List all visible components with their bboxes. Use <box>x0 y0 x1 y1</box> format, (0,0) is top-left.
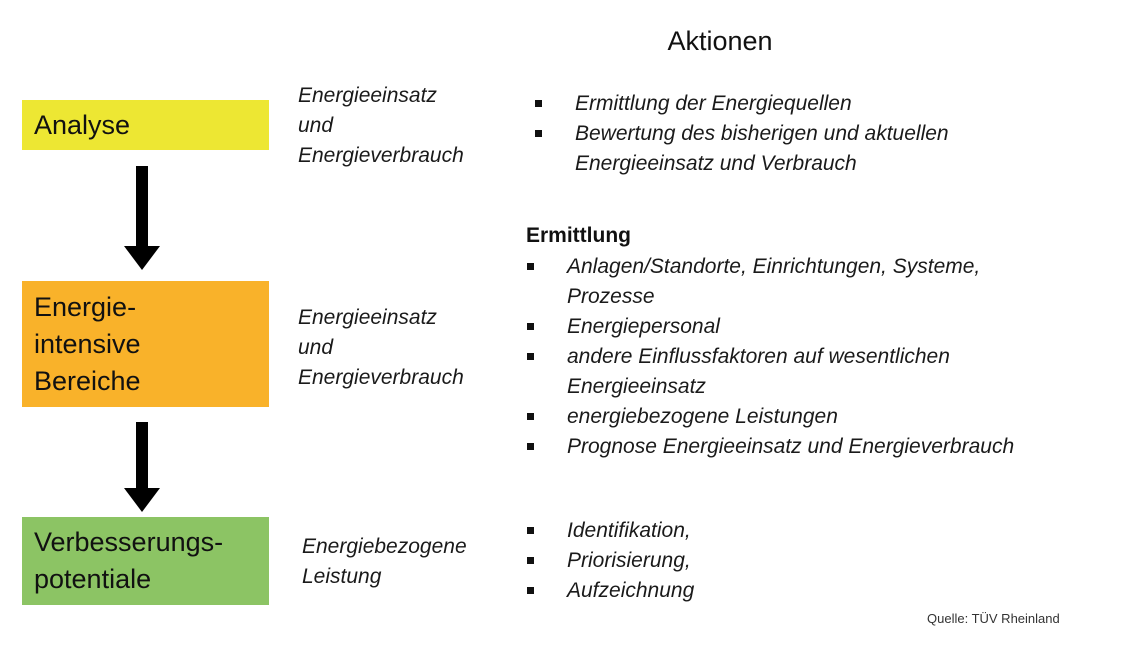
actions-list-verbesserung <box>567 516 694 606</box>
list-item <box>567 252 1014 312</box>
list-item-text: Anlagen/Standorte, Einrichtungen, Systeme, <box>567 255 981 278</box>
list-item <box>567 342 1014 402</box>
subject-label-energie <box>298 303 464 393</box>
list-item <box>567 312 1014 342</box>
list-item-text: Priorisierung, <box>567 549 691 572</box>
square-bullet-icon <box>527 527 534 534</box>
list-item-text: Ermittlung der Energiequellen <box>575 92 852 115</box>
square-bullet-icon <box>527 443 534 450</box>
list-item-text: Energiepersonal <box>567 315 720 338</box>
subject-line: Energieverbrauch <box>298 144 464 167</box>
subject-label-analyse <box>298 81 464 171</box>
list-item-text: Bewertung des bisherigen und aktuellen <box>575 122 949 145</box>
square-bullet-icon <box>527 587 534 594</box>
subject-label-verbesserung <box>302 532 467 592</box>
subject-line: Energieeinsatz <box>298 84 437 107</box>
subject-line: und <box>298 114 334 137</box>
stage-energieintensive-bereiche <box>22 281 269 407</box>
square-bullet-icon <box>535 130 542 137</box>
list-item-text: Aufzeichnung <box>567 579 695 602</box>
arrow-down-icon <box>121 166 163 270</box>
subject-line: Energieverbrauch <box>298 366 464 389</box>
actions-group-title: Ermittlung <box>526 224 631 247</box>
actions-heading: Aktionen <box>667 26 773 56</box>
list-item <box>567 516 694 546</box>
stage-verbesserung-line-2: potentiale <box>34 564 152 594</box>
stage-analyse-label: Analyse <box>34 109 131 140</box>
square-bullet-icon <box>527 263 534 270</box>
stage-verbesserung-line-1: Verbesserungs- <box>34 527 224 557</box>
list-item <box>575 119 949 179</box>
arrow-down-icon <box>121 422 163 512</box>
stage-verbesserungspotentiale <box>22 517 269 605</box>
list-item <box>567 402 1014 432</box>
stage-energie-line-2: intensive <box>34 328 141 359</box>
list-item-text: energiebezogene Leistungen <box>567 405 838 428</box>
subject-line: Energieeinsatz <box>298 306 437 329</box>
square-bullet-icon <box>527 323 534 330</box>
stage-energie-line-1: Energie- <box>34 291 137 322</box>
list-item-text: Identifikation, <box>567 519 691 542</box>
list-item-text: Prognose Energieeinsatz und Energieverbrauch <box>567 435 1015 458</box>
square-bullet-icon <box>527 353 534 360</box>
list-item-text: Energieeinsatz <box>567 375 706 398</box>
list-item <box>567 576 694 606</box>
stage-analyse <box>22 100 269 150</box>
actions-list-energie <box>567 252 1014 462</box>
actions-list-analyse <box>575 89 949 179</box>
list-item <box>567 432 1014 462</box>
list-item <box>567 546 694 576</box>
stage-energie-line-3: Bereiche <box>34 365 141 396</box>
list-item-text: andere Einflussfaktoren auf wesentlichen <box>567 345 950 368</box>
subject-line: Leistung <box>302 565 382 588</box>
list-item-text: Prozesse <box>567 285 655 308</box>
subject-line: und <box>298 336 334 359</box>
square-bullet-icon <box>535 100 542 107</box>
source-credit: Quelle: TÜV Rheinland <box>927 611 1060 626</box>
list-item-text: Energieeinsatz und Verbrauch <box>575 152 857 175</box>
square-bullet-icon <box>527 557 534 564</box>
subject-line: Energiebezogene <box>302 535 467 558</box>
list-item <box>575 89 949 119</box>
square-bullet-icon <box>527 413 534 420</box>
